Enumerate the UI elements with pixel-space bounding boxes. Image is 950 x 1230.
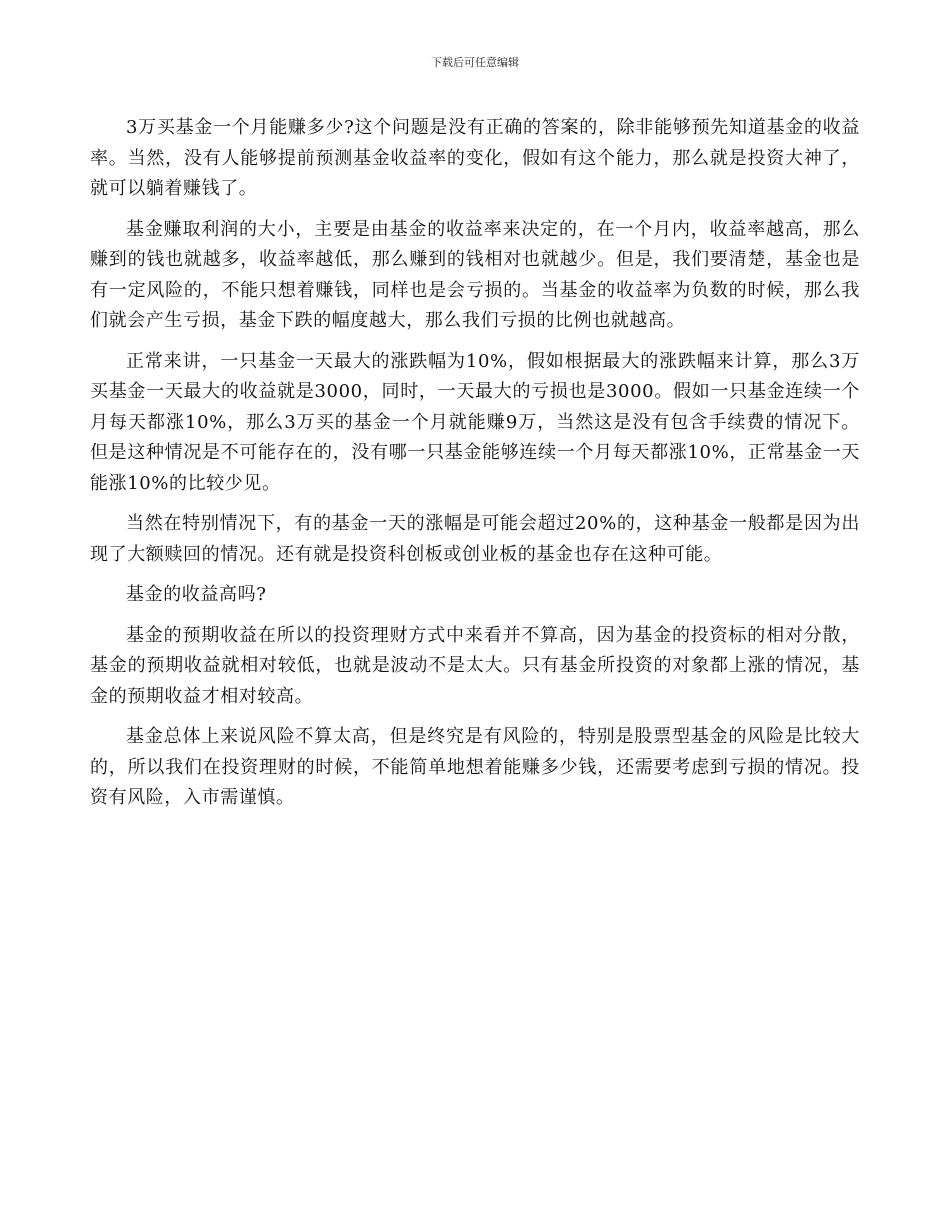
- paragraph-risk: 基金总体上来说风险不算太高，但是终究是有风险的，特别是股票型基金的风险是比较大的，所以我们在投资理财的时候，不能简单地想着能赚多少钱，还需要考虑到亏损的情况。投资有风险，入市需谨慎。: [90, 726, 860, 808]
- paragraph-daily-limit: 正常来讲，一只基金一天最大的涨跌幅为10%，假如根据最大的涨跌幅来计算，那么3万买基金一天最大的收益就是3000，同时，一天最大的亏损也是3000。假如一只基金连续一个月每天都涨10%，那么3万买的基金一个月就能赚9万，当然这是没有包含手续费的情况下。但是这种情况是不可能存在的，没有哪一只基金能够连续一个月每天都涨10%，正常基金一天能涨10%的比较少见。: [90, 350, 860, 494]
- paragraph-intro: 3万买基金一个月能赚多少?这个问题是没有正确的答案的，除非能够预先知道基金的收益率。当然，没有人能够提前预测基金收益率的变化，假如有这个能力，那么就是投资大神了，就可以躺着赚钱了。: [90, 117, 860, 199]
- paragraph-special-cases: 当然在特别情况下，有的基金一天的涨幅是可能会超过20%的，这种基金一般都是因为出现了大额赎回的情况。还有就是投资科创板或创业板的基金也存在这种可能。: [90, 513, 860, 565]
- section-heading: 基金的收益高吗?: [126, 584, 267, 605]
- paragraph-profit-size: 基金赚取利润的大小，主要是由基金的收益率来决定的，在一个月内，收益率越高，那么赚到的钱也就越多，收益率越低，那么赚到的钱相对也就越少。但是，我们要清楚，基金也是有一定风险的，不能只想着赚钱，同样也是会亏损的。当基金的收益率为负数的时候，那么我们就会产生亏损，基金下跌的幅度越大，那么我们亏损的比例也就越高。: [90, 218, 860, 331]
- page-header-note: 下载后可任意编辑: [431, 56, 519, 69]
- paragraph-expected-return: 基金的预期收益在所以的投资理财方式中来看并不算高，因为基金的投资标的相对分散，基金的预期收益就相对较低，也就是波动不是太大。只有基金所投资的对象都上涨的情况，基金的预期收益才相对较高。: [90, 624, 860, 707]
- document-body: [90, 113, 860, 824]
